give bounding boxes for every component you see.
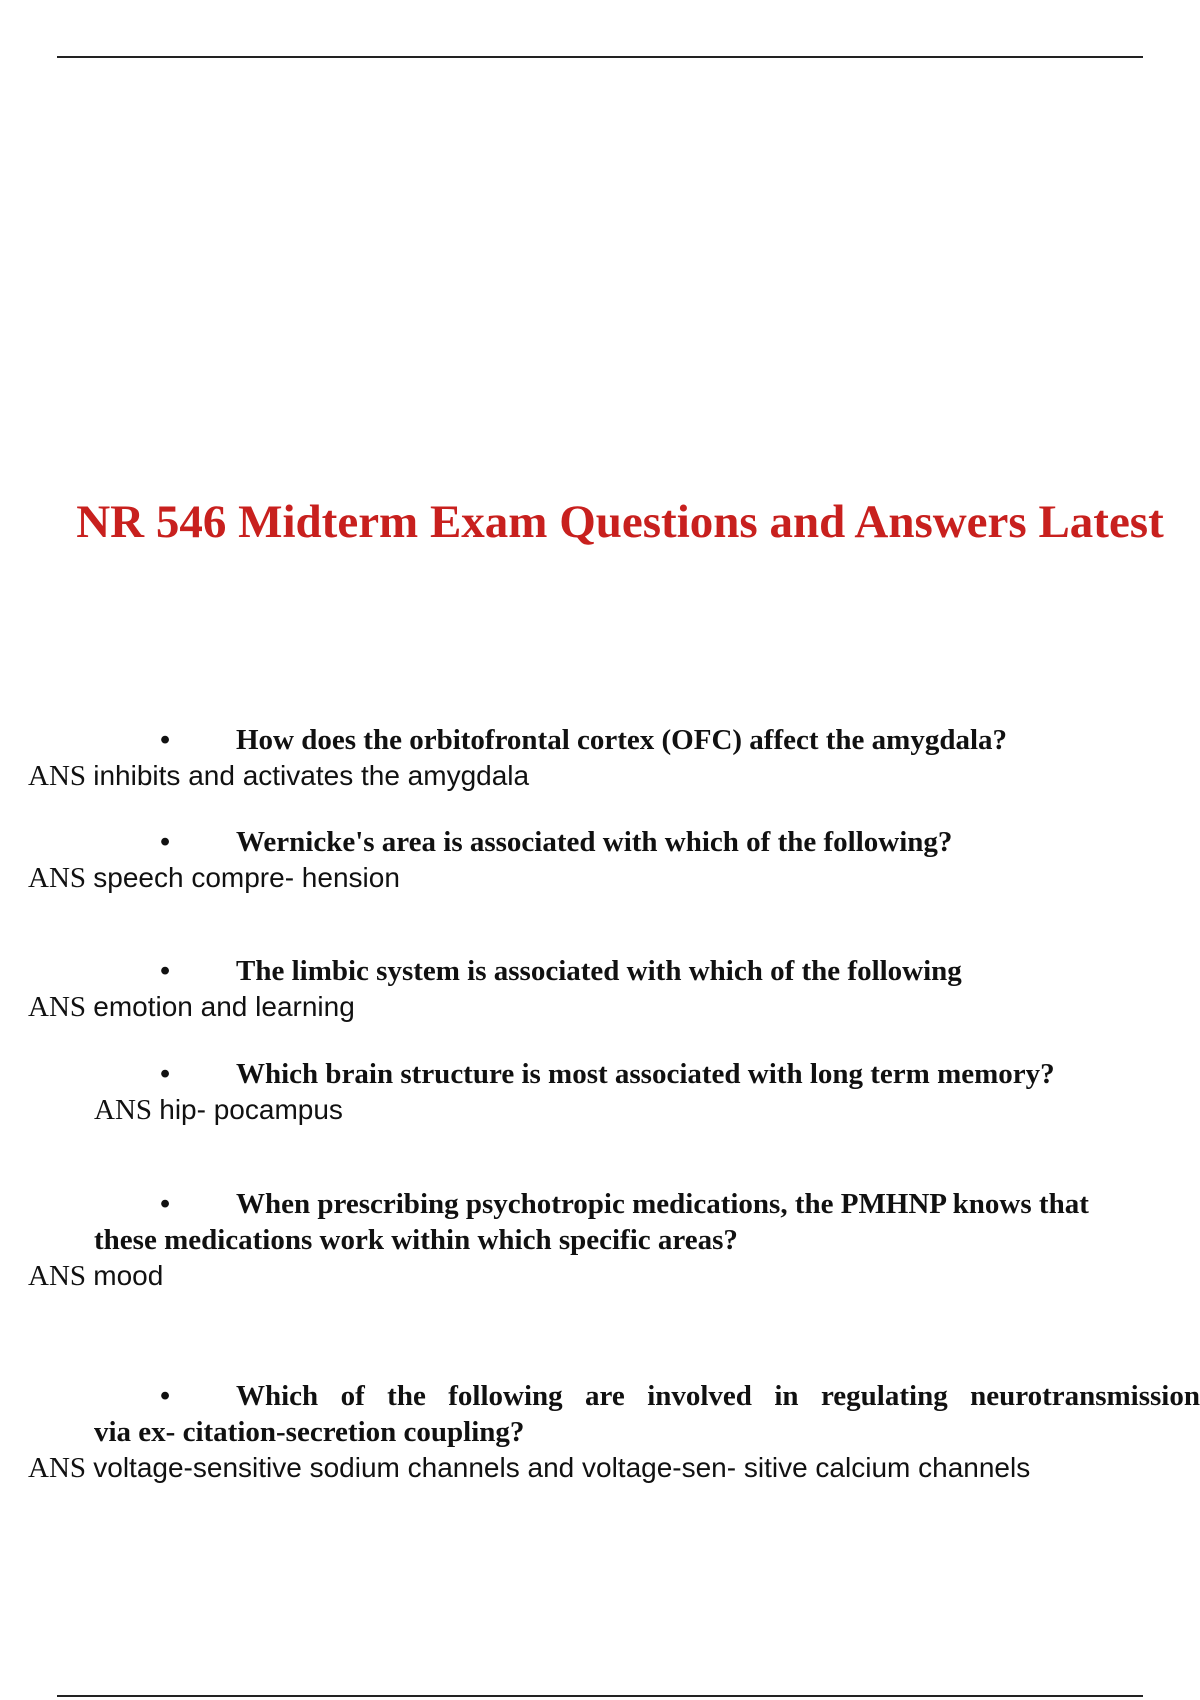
bullet-icon: •	[160, 1058, 171, 1090]
question-text: How does the orbitofrontal cortex (OFC) affect the amygdala?	[236, 724, 1008, 756]
answer-line	[0, 1092, 1200, 1128]
question-text: When prescribing psychotropic medications, the PMHNP knows that	[236, 1188, 1089, 1220]
answer-text: hip- pocampus	[159, 1094, 343, 1125]
qa-item	[0, 1378, 1200, 1486]
answer-line	[0, 989, 1200, 1025]
document-title: NR 546 Midterm Exam Questions and Answers Latest	[76, 496, 1164, 548]
bullet-icon: •	[160, 724, 171, 756]
question-line	[0, 1056, 1200, 1092]
question-text: Which of the following are involved in regulating neurotransmission	[236, 1380, 1200, 1412]
answer-label: ANS	[94, 1094, 153, 1126]
question-line	[0, 1186, 1200, 1222]
question-line	[0, 824, 1200, 860]
answer-line	[0, 758, 1200, 794]
header-rule	[57, 56, 1143, 58]
bullet-icon: •	[160, 1188, 171, 1220]
answer-line	[0, 860, 1200, 896]
bullet-icon: •	[160, 955, 171, 987]
answer-label: ANS	[28, 1452, 87, 1484]
bullet-icon: •	[160, 1380, 171, 1412]
answer-line	[0, 1258, 1200, 1294]
answer-line	[0, 1450, 1200, 1486]
qa-item	[0, 1186, 1200, 1294]
question-text: Which brain structure is most associated with long term memory?	[236, 1058, 1055, 1090]
answer-text: inhibits and activates the amygdala	[93, 760, 530, 791]
question-line	[0, 722, 1200, 758]
answer-text: emotion and learning	[93, 991, 355, 1022]
answer-text: speech compre- hension	[93, 862, 400, 893]
answer-label: ANS	[28, 991, 87, 1023]
answer-text: mood	[93, 1260, 164, 1291]
qa-item	[0, 722, 1200, 794]
question-text-continued: via ex- citation-secretion coupling?	[94, 1416, 525, 1448]
answer-text: voltage-sensitive sodium channels and voltage-sen- sitive calcium channels	[93, 1452, 1031, 1483]
question-text: The limbic system is associated with which of the following	[236, 955, 962, 987]
qa-item	[0, 1056, 1200, 1128]
qa-item	[0, 953, 1200, 1025]
answer-label: ANS	[28, 760, 87, 792]
question-text: Wernicke's area is associated with which of the following?	[236, 826, 953, 858]
question-line	[0, 953, 1200, 989]
question-line	[0, 1378, 1200, 1414]
answer-label: ANS	[28, 862, 87, 894]
bullet-icon: •	[160, 826, 171, 858]
question-text-continued: these medications work within which specific areas?	[94, 1224, 738, 1256]
footer-rule	[57, 1695, 1143, 1697]
answer-label: ANS	[28, 1260, 87, 1292]
qa-item	[0, 824, 1200, 896]
